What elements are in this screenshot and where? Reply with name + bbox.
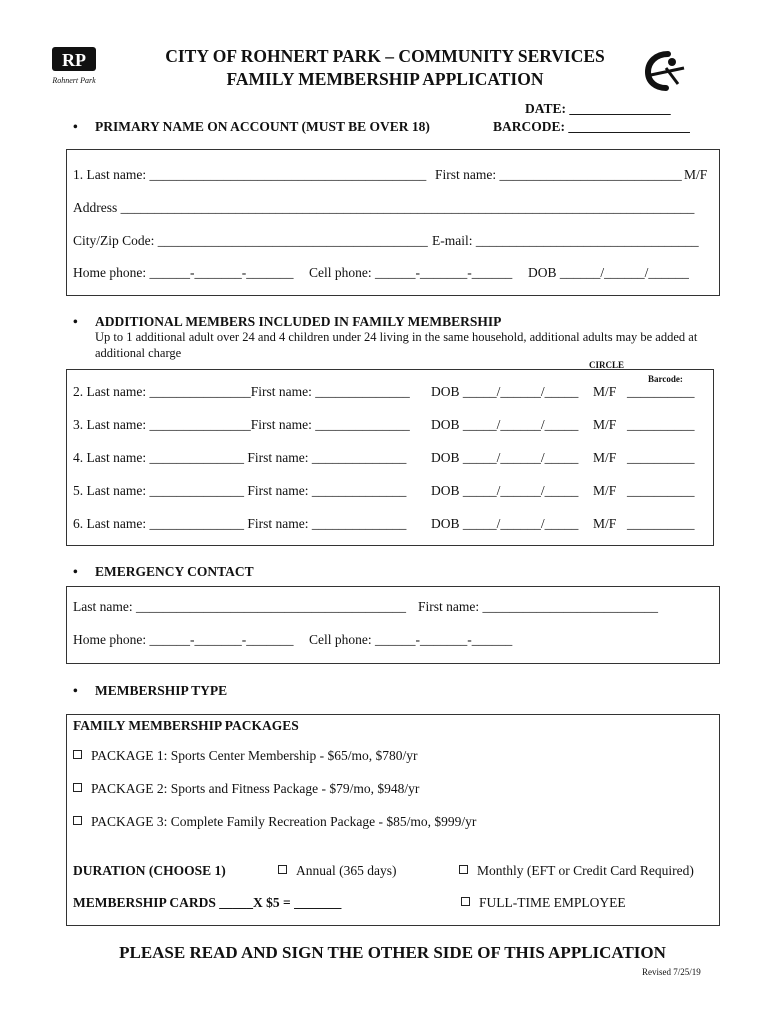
checkbox-icon[interactable] (73, 816, 82, 825)
home-phone-field[interactable]: Home phone: ______-_______-_______ (73, 265, 294, 280)
monthly-option[interactable] (459, 863, 694, 879)
form-subtitle: FAMILY MEMBERSHIP APPLICATION (226, 69, 544, 89)
duration-label: DURATION (CHOOSE 1) (73, 863, 226, 878)
fulltime-label: FULL-TIME EMPLOYEE (479, 895, 626, 910)
logo-mark: RP (62, 50, 86, 70)
member-row-barcode[interactable]: __________ (627, 483, 695, 498)
cityzip-field[interactable]: City/Zip Code: ________________________________________ (73, 233, 428, 248)
member-row-dob[interactable]: DOB _____/______/_____ (431, 483, 579, 498)
package-label: PACKAGE 1: Sports Center Membership - $65/mo, $780/yr (91, 748, 418, 763)
additional-description-1: Up to 1 additional adult over 24 and 4 children under 24 living in the same household, additional adults may be added at (95, 330, 698, 344)
checkbox-icon[interactable] (461, 897, 470, 906)
member-row-gender[interactable]: M/F (593, 417, 617, 432)
emergency-box (66, 586, 720, 664)
revised-date: Revised 7/25/19 (642, 967, 701, 977)
additional-heading: • ADDITIONAL MEMBERS INCLUDED IN FAMILY MEMBERSHIP (95, 314, 501, 330)
primary-last-name-field[interactable]: 1. Last name: _________________________________________ (73, 167, 427, 182)
checkbox-icon[interactable] (73, 750, 82, 759)
member-row-name[interactable]: 3. Last name: _______________First name: ______________ (73, 417, 410, 432)
form-title: CITY OF ROHNERT PARK – COMMUNITY SERVICES (165, 46, 605, 66)
packages-heading: FAMILY MEMBERSHIP PACKAGES (73, 718, 299, 733)
sign-notice: PLEASE READ AND SIGN THE OTHER SIDE OF THIS APPLICATION (119, 943, 666, 962)
logo-caption: Rohnert Park (52, 76, 96, 85)
annual-option[interactable] (278, 863, 396, 879)
member-row-gender[interactable]: M/F (593, 384, 617, 399)
member-row-barcode[interactable]: __________ (627, 384, 695, 399)
member-row-dob[interactable]: DOB _____/______/_____ (431, 450, 579, 465)
additional-description-2: additional charge (95, 346, 182, 360)
package-2-option[interactable] (73, 781, 419, 797)
emergency-heading: • EMERGENCY CONTACT (95, 564, 254, 580)
member-row-gender[interactable]: M/F (593, 516, 617, 531)
member-row-gender[interactable]: M/F (593, 450, 617, 465)
package-label: PACKAGE 2: Sports and Fitness Package - $79/mo, $948/yr (91, 781, 420, 796)
emergency-last-name-field[interactable]: Last name: ________________________________________ (73, 599, 406, 614)
barcode-field[interactable]: BARCODE: __________________ (493, 119, 690, 134)
cell-phone-field[interactable]: Cell phone: ______-_______-______ (309, 265, 513, 280)
monthly-label: Monthly (EFT or Credit Card Required) (477, 863, 694, 878)
barcode-column-label: Barcode: (648, 374, 683, 384)
member-row-gender[interactable]: M/F (593, 483, 617, 498)
email-field[interactable]: E-mail: _________________________________ (432, 233, 699, 248)
dob-field[interactable]: DOB ______/______/______ (528, 265, 689, 280)
emergency-cell-phone-field[interactable]: Cell phone: ______-_______-______ (309, 632, 513, 647)
package-label: PACKAGE 3: Complete Family Recreation Package - $85/mo, $999/yr (91, 814, 477, 829)
member-row-name[interactable]: 5. Last name: ______________ First name: ______________ (73, 483, 407, 498)
membership-cards-field[interactable]: MEMBERSHIP CARDS _____X $5 = _______ (73, 895, 342, 910)
fulltime-employee-option[interactable] (461, 895, 626, 911)
checkbox-icon[interactable] (459, 865, 468, 874)
member-row-name[interactable]: 4. Last name: ______________ First name: ______________ (73, 450, 407, 465)
primary-gender-field[interactable]: M/F (684, 167, 708, 182)
date-field[interactable]: DATE: _______________ (525, 101, 671, 116)
annual-label: Annual (365 days) (296, 863, 397, 878)
emergency-first-name-field[interactable]: First name: __________________________ (418, 599, 658, 614)
member-row-barcode[interactable]: __________ (627, 450, 695, 465)
member-row-barcode[interactable]: __________ (627, 417, 695, 432)
member-row-dob[interactable]: DOB _____/______/_____ (431, 384, 579, 399)
package-3-option[interactable] (73, 814, 476, 830)
circle-label: CIRCLE (589, 360, 625, 370)
emergency-home-phone-field[interactable]: Home phone: ______-_______-_______ (73, 632, 294, 647)
address-field[interactable]: Address _____________________________________________________________________________________ (73, 200, 695, 215)
member-row-name[interactable]: 2. Last name: _______________First name: ______________ (73, 384, 410, 399)
primary-heading: • PRIMARY NAME ON ACCOUNT (MUST BE OVER 18) (95, 119, 430, 135)
member-row-barcode[interactable]: __________ (627, 516, 695, 531)
membership-heading: • MEMBERSHIP TYPE (95, 683, 227, 699)
checkbox-icon[interactable] (278, 865, 287, 874)
member-row-name[interactable]: 6. Last name: ______________ First name: ______________ (73, 516, 407, 531)
member-row-dob[interactable]: DOB _____/______/_____ (431, 516, 579, 531)
checkbox-icon[interactable] (73, 783, 82, 792)
primary-first-name-field[interactable]: First name: ___________________________ (435, 167, 682, 182)
member-row-dob[interactable]: DOB _____/______/_____ (431, 417, 579, 432)
package-1-option[interactable] (73, 748, 418, 764)
